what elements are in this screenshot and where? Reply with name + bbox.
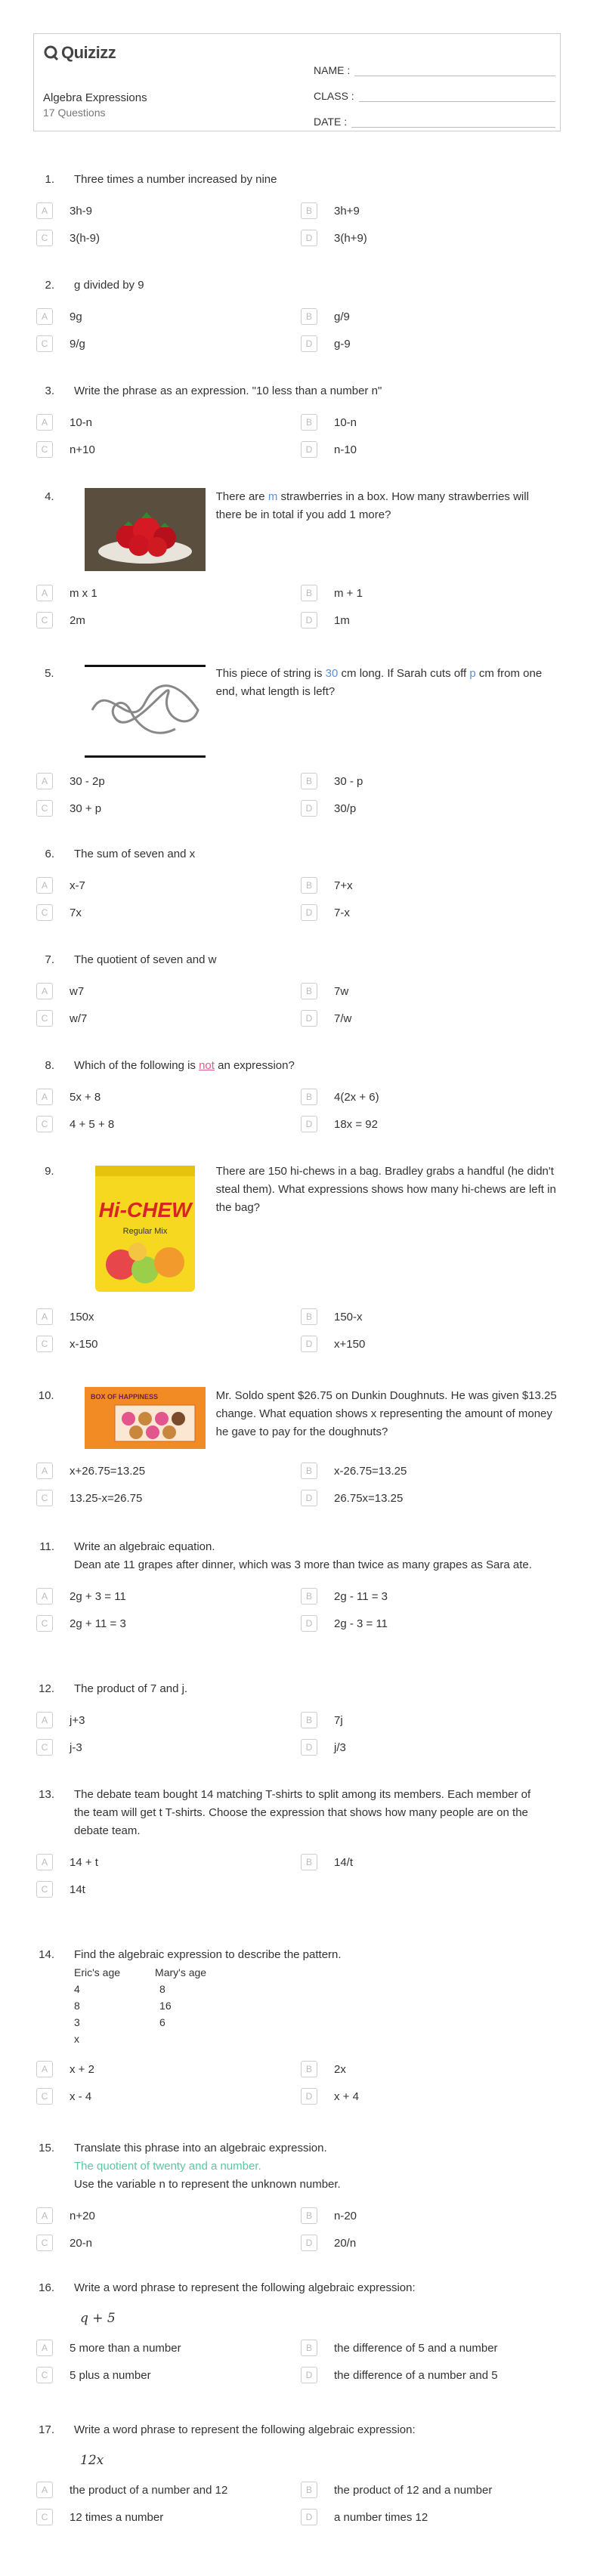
option-a[interactable]: A 3h-9: [36, 202, 301, 219]
question-number: 9.: [45, 1165, 54, 1178]
algebraic-expression: q + 5: [80, 2311, 116, 2326]
question-text: Which of the following is not an expression?: [74, 1059, 295, 1072]
question-number: 4.: [45, 490, 54, 503]
question-5: [36, 665, 558, 817]
question-13: [36, 1786, 558, 1898]
option-c[interactable]: C 30 + p: [36, 800, 301, 817]
question-text: There are 150 hi-chews in a bag. Bradley grabs a handful (he didn't steal them). What expressions shows how many hi-chews are left in the bag?: [215, 1165, 556, 1214]
hi-chew-bag-image: [85, 1163, 206, 1295]
question-text: The quotient of seven and w: [74, 953, 217, 966]
question-6: [36, 845, 558, 921]
question-text: Write the phrase as an expression. "10 less than a number n": [74, 385, 382, 397]
name-field[interactable]: NAME :: [314, 51, 555, 76]
option-a[interactable]: A 150x: [36, 1308, 301, 1325]
option-d[interactable]: D 1m: [301, 612, 558, 629]
question-number: 5.: [45, 667, 54, 680]
option-d[interactable]: D j/3: [301, 1739, 558, 1756]
question-2: [36, 276, 558, 352]
class-field[interactable]: CLASS :: [314, 76, 555, 102]
hi-chew-brand-text: Hi-CHEW: [98, 1198, 192, 1222]
option-b[interactable]: B 3h+9: [301, 202, 558, 219]
option-a[interactable]: A 5 more than a number: [36, 2340, 301, 2356]
option-b[interactable]: B the product of 12 and a number: [301, 2482, 558, 2498]
option-c[interactable]: C 2m: [36, 612, 301, 629]
option-c[interactable]: C 9/g: [36, 335, 301, 352]
option-b[interactable]: B 14/t: [301, 1854, 558, 1870]
option-b[interactable]: B m + 1: [301, 585, 558, 601]
option-d[interactable]: D 20/n: [301, 2235, 558, 2251]
question-15: [36, 2139, 558, 2251]
logo-text: Quizizz: [61, 43, 116, 62]
option-d[interactable]: D 30/p: [301, 800, 558, 817]
question-16: [36, 2279, 558, 2383]
option-a[interactable]: A the product of a number and 12: [36, 2482, 301, 2498]
strawberry-bowl-image: [85, 488, 206, 571]
option-b[interactable]: B 10-n: [301, 414, 558, 431]
option-a[interactable]: A w7: [36, 983, 301, 999]
quizizz-logo-icon: [43, 45, 60, 61]
question-text: This piece of string is 30 cm long. If Sarah cuts off p cm from one end, what length is left?: [215, 667, 543, 698]
question-number: 3.: [45, 385, 54, 397]
question-text: Translate this phrase into an algebraic expression. The quotient of twenty and a number. Use the variable n to represent the unknown number.: [74, 2142, 341, 2191]
option-b[interactable]: B 2g - 11 = 3: [301, 1588, 558, 1605]
option-d[interactable]: D 7-x: [301, 904, 558, 921]
option-c[interactable]: C 3(h-9): [36, 230, 301, 246]
option-c[interactable]: C 13.25-x=26.75: [36, 1490, 301, 1506]
question-14: [36, 1946, 558, 2105]
question-number: 11.: [39, 1540, 54, 1553]
option-a[interactable]: A 14 + t: [36, 1854, 301, 1870]
option-d[interactable]: D 2g - 3 = 11: [301, 1615, 558, 1632]
option-d[interactable]: D n-10: [301, 441, 558, 458]
option-a[interactable]: A n+20: [36, 2207, 301, 2224]
hi-chew-flavor-text: Regular Mix: [122, 1227, 167, 1236]
question-number: 1.: [45, 173, 54, 186]
option-c[interactable]: C j-3: [36, 1739, 301, 1756]
string-image: [85, 665, 206, 759]
option-a[interactable]: A m x 1: [36, 585, 301, 601]
question-4: [36, 488, 558, 629]
pattern-table: Eric's age Mary's age 4 8 8 16 3 6 x: [74, 1964, 241, 2047]
option-a[interactable]: A j+3: [36, 1712, 301, 1728]
question-7: [36, 951, 558, 1027]
option-b[interactable]: B g/9: [301, 308, 558, 325]
question-number: 13.: [39, 1788, 54, 1801]
question-number: 12.: [39, 1682, 54, 1695]
option-d[interactable]: D 18x = 92: [301, 1116, 558, 1132]
worksheet-title: Algebra Expressions: [43, 91, 147, 104]
option-b[interactable]: B x-26.75=13.25: [301, 1463, 558, 1479]
option-d[interactable]: D a number times 12: [301, 2509, 558, 2525]
question-text: The sum of seven and x: [74, 848, 196, 860]
question-text: g divided by 9: [74, 279, 144, 292]
question-number: 8.: [45, 1059, 54, 1072]
question-text: The product of 7 and j.: [74, 1682, 188, 1695]
question-number: 14.: [39, 1948, 54, 1961]
question-text: Write a word phrase to represent the following algebraic expression:: [74, 2281, 416, 2294]
option-b[interactable]: B the difference of 5 and a number: [301, 2340, 558, 2356]
option-a[interactable]: A 5x + 8: [36, 1089, 301, 1105]
option-d[interactable]: D x+150: [301, 1336, 558, 1352]
option-a[interactable]: A x+26.75=13.25: [36, 1463, 301, 1479]
question-17: [36, 2421, 558, 2525]
option-b[interactable]: B 30 - p: [301, 773, 558, 789]
option-b[interactable]: B 150-x: [301, 1308, 558, 1325]
column-header: Eric's age: [74, 1966, 121, 1978]
question-number: 6.: [45, 848, 54, 860]
option-b[interactable]: B n-20: [301, 2207, 558, 2224]
option-a[interactable]: A 10-n: [36, 414, 301, 431]
question-number: 10.: [38, 1389, 54, 1402]
option-c[interactable]: C 14t: [36, 1881, 301, 1898]
option-b[interactable]: B 2x: [301, 2061, 558, 2077]
option-c[interactable]: C x - 4: [36, 2088, 301, 2105]
option-d[interactable]: D 26.75x=13.25: [301, 1490, 558, 1506]
option-c[interactable]: C x-150: [36, 1336, 301, 1352]
question-8: [36, 1057, 558, 1132]
option-d[interactable]: D 7/w: [301, 1010, 558, 1027]
option-a[interactable]: A 2g + 3 = 11: [36, 1588, 301, 1605]
question-text: Three times a number increased by nine: [74, 173, 277, 186]
question-11: [36, 1538, 558, 1632]
option-a[interactable]: A x + 2: [36, 2061, 301, 2077]
question-1: [36, 171, 558, 246]
option-c[interactable]: C 7x: [36, 904, 301, 921]
option-c[interactable]: C 5 plus a number: [36, 2367, 301, 2383]
question-12: [36, 1680, 558, 1756]
option-d[interactable]: D x + 4: [301, 2088, 558, 2105]
worksheet-header: [33, 33, 561, 131]
question-text: Write a word phrase to represent the following algebraic expression:: [74, 2423, 416, 2436]
question-text: Find the algebraic expression to describe the pattern.: [74, 1948, 342, 1961]
option-b[interactable]: B 7+x: [301, 877, 558, 894]
option-b[interactable]: B 7w: [301, 983, 558, 999]
question-number: 17.: [39, 2423, 54, 2436]
option-c[interactable]: C 4 + 5 + 8: [36, 1116, 301, 1132]
question-count: 17 Questions: [43, 107, 106, 119]
doughnut-box-image: [85, 1387, 206, 1449]
question-10: [36, 1387, 558, 1506]
question-number: 15.: [39, 2142, 54, 2154]
option-a[interactable]: A 9g: [36, 308, 301, 325]
question-text: The debate team bought 14 matching T-shirts to split among its members. Each member of the team will get t T-shirts. Choose the expression that shows how many people are on the debate team.: [74, 1788, 531, 1837]
option-c[interactable]: C w/7: [36, 1010, 301, 1027]
question-text: Mr. Soldo spent $26.75 on Dunkin Doughnuts. He was given $13.25 change. What equation shows x representing the amount of money he gave to pay for the doughnuts?: [215, 1389, 557, 1438]
option-d[interactable]: D 3(h+9): [301, 230, 558, 246]
option-d[interactable]: D the difference of a number and 5: [301, 2367, 558, 2383]
quizizz-logo: [43, 43, 116, 63]
question-9: [36, 1163, 558, 1352]
option-c[interactable]: C 20-n: [36, 2235, 301, 2251]
option-c[interactable]: C 2g + 11 = 3: [36, 1615, 301, 1632]
option-c[interactable]: C 12 times a number: [36, 2509, 301, 2525]
question-number: 2.: [45, 279, 54, 292]
question-number: 7.: [45, 953, 54, 966]
option-a[interactable]: A 30 - 2p: [36, 773, 301, 789]
option-c[interactable]: C n+10: [36, 441, 301, 458]
box-label-text: BOX OF HAPPINESS: [90, 1393, 158, 1401]
option-a[interactable]: A x-7: [36, 877, 301, 894]
date-field[interactable]: DATE :: [314, 102, 555, 128]
option-b[interactable]: B 4(2x + 6): [301, 1089, 558, 1105]
algebraic-expression: 12x: [80, 2453, 104, 2468]
option-b[interactable]: B 7j: [301, 1712, 558, 1728]
option-d[interactable]: D g-9: [301, 335, 558, 352]
question-text: There are m strawberries in a box. How many strawberries will there be in total if you add 1 more?: [215, 490, 529, 521]
column-header: Mary's age: [155, 1966, 207, 1978]
question-text: Write an algebraic equation. Dean ate 11 grapes after dinner, which was 3 more than twice as many grapes as Sara ate.: [74, 1540, 532, 1571]
question-3: [36, 382, 558, 458]
question-number: 16.: [39, 2281, 54, 2294]
